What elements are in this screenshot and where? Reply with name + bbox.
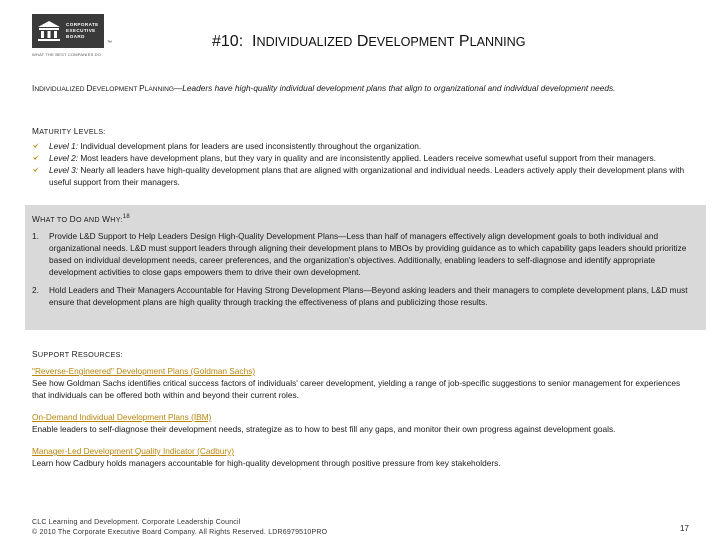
resource-description: Learn how Cadbury holds managers accountable for high-quality development through positive pressure from key stakeholders. (32, 458, 501, 468)
what-to-do-heading: WHAT TO DO AND WHY:$^{18}$ (32, 214, 131, 224)
action-item: 2. Hold Leaders and Their Managers Accountable for Having Strong Development Plans—Beyond asking leaders and their managers to complete development plans, L&D must ensure that development plans are high quality through tracking the effectiveness of plans and publicizing those results. (32, 285, 688, 307)
action-item: 1. Provide L&D Support to Help Leaders Design High-Quality Development Plans—Less than half of managers effectively align development goals to both individual and organizational needs. L&D must support leaders through aligning their development plans to MBOs by providing guidance as to which capability gaps leaders should prioritize based on individual development needs, career preferences, and the organization's objectives. Additionally, enabling leaders to self-diagnose and identify appropriate development activities to close gaps empowers them to drive their own development. (32, 231, 687, 277)
intro-paragraph: INDIVIDUALIZED DEVELOPMENT PLANNING—Leaders have high-quality individual development plans that align to organizational and individual development needs. (32, 83, 616, 93)
footer-copyright: © 2010 The Corporate Executive Board Company. All Rights Reserved. LDR6979510PRO (32, 529, 328, 536)
logo-tagline: WHAT THE BEST COMPANIES DO (32, 52, 102, 57)
what-to-do-section (32, 211, 696, 308)
page-number: 17 (680, 524, 689, 533)
footnote-marker: 18 (122, 214, 131, 220)
logo-text: CORPORATE EXECUTIVE BOARD (66, 22, 99, 39)
resource-link-cadbury[interactable]: Manager-Led Development Quality Indicator (Cadbury) (32, 446, 234, 456)
building-icon (36, 19, 62, 43)
support-resources (32, 348, 696, 469)
logo (32, 14, 104, 48)
resource-link-goldman-sachs[interactable]: "Reverse-Engineered" Development Plans (Goldman Sachs) (32, 366, 256, 376)
logo-trademark: ™ (107, 40, 112, 46)
checkmark-icon (32, 142, 40, 150)
page-title: #10: INDIVIDUALIZED DEVELOPMENT PLANNING (212, 33, 526, 50)
resource-item (32, 411, 696, 435)
resource-item (32, 445, 696, 469)
checkmark-icon (32, 154, 40, 162)
resource-item (32, 365, 696, 401)
resource-description: Enable leaders to self-diagnose their development needs, strategize as to how to best fill any gaps, and monitor their own progress against development goals. (32, 424, 616, 434)
maturity-levels (32, 125, 696, 188)
maturity-heading: MATURITY LEVELS: (32, 126, 106, 136)
resource-description: See how Goldman Sachs identifies critical success factors of individuals' career development, yielding a range of job-specific suggestions to senior management for experiences that individuals can be offered both within and beyond their current roles. (32, 378, 681, 400)
resources-heading: SUPPORT RESOURCES: (32, 349, 123, 359)
checkmark-icon (32, 166, 40, 174)
maturity-level: Level 3: Nearly all leaders have high-quality development plans that are aligned with organizational and individual needs. Leaders actively apply their development plans with useful support from their managers. (32, 164, 696, 188)
footer (32, 518, 327, 538)
maturity-level: Level 2: Most leaders have development plans, but they vary in quality and are inconsistently applied. Leaders receive somewhat useful support from their managers. (32, 152, 696, 164)
maturity-level: Level 1: Individual development plans for leaders are used inconsistently throughout the organization. (32, 140, 696, 152)
resource-link-ibm[interactable]: On-Demand Individual Development Plans (IBM) (32, 412, 212, 422)
footer-line: CLC Learning and Development. Corporate Leadership Council (32, 519, 241, 526)
